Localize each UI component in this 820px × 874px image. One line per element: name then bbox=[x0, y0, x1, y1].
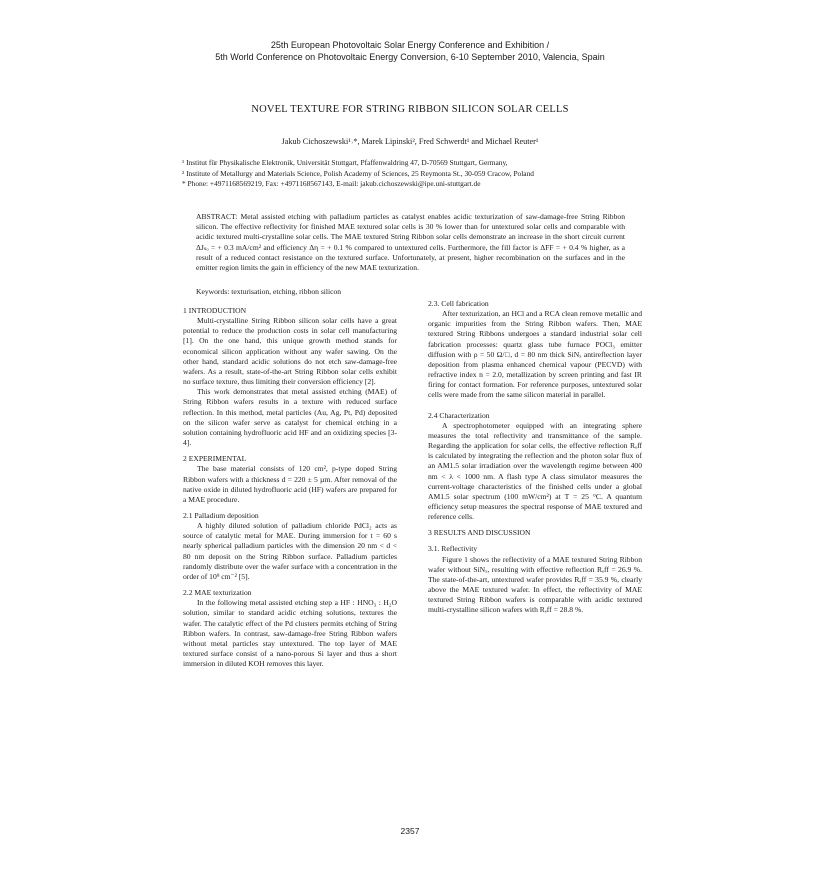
section-heading: 2.2 MAE texturization bbox=[183, 588, 252, 598]
paragraph: Figure 1 shows the reflectivity of a MAE textured String Ribbon wafer without SiNₓ, resulting with effective reflection Rₑff = 26.9 %. The state-of-the-art, untextured wafer provides Rₑff = 35.9 %, clearly above the MAE textured wafer. In effect, the reflectivity of MAE textured String Ribbon wafers is comparable with acidic textured multi-crystalline silicon wafers with Rₑff = 28.8 %. bbox=[428, 554, 642, 615]
affiliation-1: ¹ Institut für Physikalische Elektronik, Universität Stuttgart, Pfaffenwaldring 47, D-70569 Stuttgart, Germany, bbox=[182, 158, 508, 167]
section-heading: 2.3. Cell fabrication bbox=[428, 299, 489, 308]
affiliation-2: ² Institute of Metallurgy and Materials Science, Polish Academy of Sciences, 25 Reymonta St., 30-059 Cracow, Poland bbox=[182, 168, 534, 178]
paragraph: Multi-crystalline String Ribbon silicon solar cells have a great potential to reduce the production costs in solar cell manufacturing [1]. On the one hand, this unique growth method stands for economical silicon application without any wafer sawing. On the other hand, standard acidic solutions do not etch saw-damage-free wafers. As a result, state-of-the-art String Ribbon solar cells exhibit no surface texture, thus limiting their conversion efficiency [2]. bbox=[183, 316, 397, 387]
section-heading: 2.1 Palladium deposition bbox=[183, 510, 259, 520]
section-heading: 1 INTRODUCTION bbox=[183, 306, 247, 315]
section-heading: 2 EXPERIMENTAL bbox=[183, 454, 247, 464]
left-column bbox=[183, 302, 397, 669]
author-list: Jakub Cichoszewski¹˒*, Marek Lipinski², Fred Schwerdt¹ and Michael Reuter¹ bbox=[281, 137, 539, 146]
conference-header-line1: 25th European Photovoltaic Solar Energy Conference and Exhibition / bbox=[270, 40, 550, 50]
conference-header-line2: 5th World Conference on Photovoltaic Energy Conversion, 6-10 September 2010, Valencia, Spain bbox=[215, 52, 605, 62]
section-heading: 3.1. Reflectivity bbox=[428, 544, 478, 554]
paragraph: In the following metal assisted etching step a HF : HNO₃ : H₂O solution, similar to standard acidic etching solutions, textures the wafer. The catalytic effect of the Pd clusters permits etching of String Ribbon wafers. In contrast, saw-damage-free String Ribbon wafers without metal particles stay untextured. The top layer of MAE textured surface consist of a nano-porous Si layer and thus a short immersion in diluted KOH removes this layer. bbox=[183, 598, 397, 669]
keywords: Keywords: texturisation, etching, ribbon silicon bbox=[196, 287, 342, 296]
paragraph: The base material consists of 120 cm², p-type doped String Ribbon wafers with a thickness d = 220 ± 5 µm. After removal of the native oxide in diluted hydrofluoric acid (HF) wafers are prepared for a MAE procedure. bbox=[183, 464, 397, 504]
paper-title: NOVEL TEXTURE FOR STRING RIBBON SILICON SOLAR CELLS bbox=[251, 104, 569, 115]
affiliations bbox=[182, 158, 652, 190]
section-heading: 2.4 Characterization bbox=[428, 410, 490, 420]
page-number: 2357 bbox=[400, 826, 420, 836]
paragraph: After texturization, an HCl and a RCA clean remove metallic and organic impurities from the String Ribbon wafers. Then, MAE textured String Ribbons undergoes a standard industrial solar cell fabrication processes: quartz glass tube furnace POCl₃ emitter diffusion with ρ = 50 Ω/□, d = 80 nm thick SiNₓ antireflection layer deposition from plasma enhanced chemical vapour (PECVD) with refractive index n = 2.0, metallization by screen printing and fast IR firing for contact formation. For reference purposes, untextured solar cells were made from the same silicon material in parallel. bbox=[428, 309, 642, 400]
abstract: ABSTRACT: Metal assisted etching with palladium particles as catalyst enables acidic texturization of saw-damage-free String Ribbon silicon. The effective reflectivity for finished MAE textured solar cells is 30 % lower than for untextured solar cells and comparable with acidic textured multi-crystalline solar cells. The MAE textured String Ribbon solar cells demonstrate an increase in the short circuit current ΔJₛₒ = + 0.3 mA/cm² and efficiency Δη = + 0.1 % compared to untextured cells. Furthermore, the fill factor is ΔFF = + 0.4 % higher, as a result of a reduced contact resistance on the textured surface. Unfortunately, at present, higher recombination on the surfaces and in the emitter region limits the gain in efficiency of the new MAE texturization. bbox=[196, 212, 625, 273]
paragraph: A highly diluted solution of palladium chloride PdCl₂ acts as source of catalytic metal for MAE. During immersion for t = 60 s nearly spherical palladium particles with the dimension 20 nm < d < 80 nm deposit on the String Ribbon surface. Palladium particles randomly distribute over the wafer surface with a concentration in the order of 10⁹ cm⁻² [5]. bbox=[183, 521, 397, 581]
paragraph: A spectrophotometer equipped with an integrating sphere measures the total reflectivity and transmittance of the sample. Regarding the application for solar cells, the effective reflection Rₑff is calculated by integrating the reflection and the photon solar flux of an AM1.5 solar irradiation over the wavelength regime between 400 nm < λ < 1000 nm. A flash type A class simulator measures the current-voltage characteristics of the finished cells under a global AM1.5 solar spectrum (100 mW/cm²) at T = 25 °C. A quantum efficiency setup measures the spectral response of MAE textured and reference cells. bbox=[428, 420, 642, 522]
conference-header bbox=[0, 39, 820, 63]
paragraph: This work demonstrates that metal assisted etching (MAE) of String Ribbon wafers results in a texture with reduced surface reflection. In this method, metal particles (Au, Ag, Pt, Pd) deposited on the silicon wafer serve as catalyst for chemical etching in a solution containing hydrofluoric acid HF and an oxidizing species [3-4]. bbox=[183, 387, 397, 448]
right-column bbox=[428, 299, 642, 616]
section-heading: 3 RESULTS AND DISCUSSION bbox=[428, 528, 531, 538]
affiliation-contact: * Phone: +4971168569219, Fax: +4971168567143, E-mail: jakub.cichoszewski@ipe.uni-stuttgart.de bbox=[182, 179, 481, 189]
